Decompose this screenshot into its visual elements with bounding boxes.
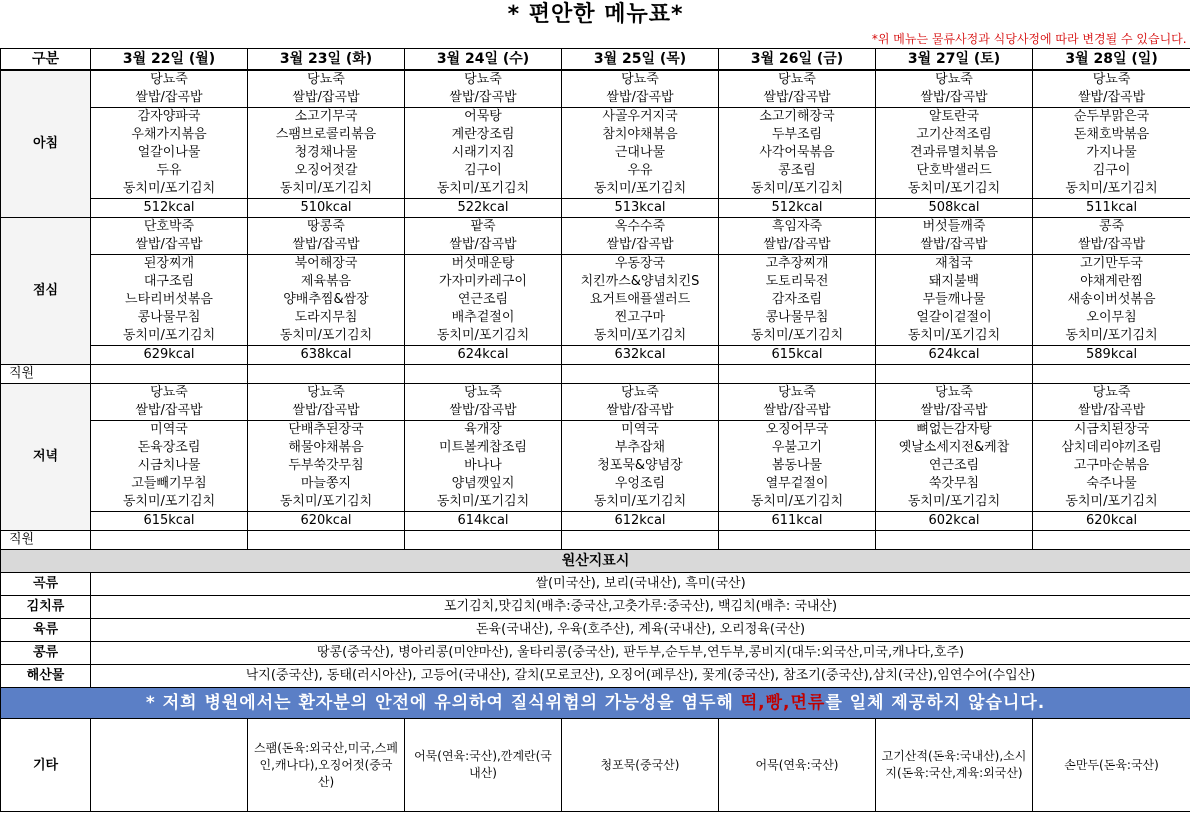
menu-item: 쌀밥/잡곡밥 xyxy=(719,402,876,421)
menu-item: 연근조림 xyxy=(405,291,562,309)
menu-item: 동치미/포기김치 xyxy=(562,180,719,199)
menu-item: 오징어젓갈 xyxy=(248,162,405,180)
menu-item: 우불고기 xyxy=(719,439,876,457)
menu-item: 땅콩죽 xyxy=(248,218,405,237)
menu-item: 당뇨죽 xyxy=(405,384,562,403)
menu-item: 쌀밥/잡곡밥 xyxy=(562,402,719,421)
staff-cell xyxy=(719,365,876,384)
kcal-value: 512kcal xyxy=(91,199,248,218)
staff-row xyxy=(1,365,1190,384)
etc-row xyxy=(1,719,1190,812)
lunch-menu-row xyxy=(1,309,1190,327)
menu-item: 동치미/포기김치 xyxy=(405,493,562,512)
menu-item: 치킨까스&양념치킨S xyxy=(562,273,719,291)
safety-banner xyxy=(1,688,1190,719)
menu-item: 당뇨죽 xyxy=(876,70,1033,89)
menu-item: 해물야채볶음 xyxy=(248,439,405,457)
menu-item: 옥수수죽 xyxy=(562,218,719,237)
menu-item: 견과류멸치볶음 xyxy=(876,144,1033,162)
menu-item: 쌀밥/잡곡밥 xyxy=(248,402,405,421)
menu-item: 쌀밥/잡곡밥 xyxy=(876,402,1033,421)
menu-item: 쌀밥/잡곡밥 xyxy=(562,236,719,255)
menu-item: 팥죽 xyxy=(405,218,562,237)
menu-item: 당뇨죽 xyxy=(719,384,876,403)
kcal-value: 512kcal xyxy=(719,199,876,218)
banner-highlight: 떡,빵,면류 xyxy=(740,693,826,713)
dinner-kcal-row xyxy=(1,512,1190,531)
menu-item: 미트볼케찹조림 xyxy=(405,439,562,457)
menu-item: 배추겉절이 xyxy=(405,309,562,327)
menu-item: 청경채나물 xyxy=(248,144,405,162)
origin-row xyxy=(1,642,1190,665)
menu-item: 옛날소세지전&케찹 xyxy=(876,439,1033,457)
kcal-value: 632kcal xyxy=(562,346,719,365)
lunch-menu-row xyxy=(1,291,1190,309)
origin-row xyxy=(1,665,1190,688)
meal-label: 저녁 xyxy=(1,384,91,531)
menu-item: 콩조림 xyxy=(719,162,876,180)
menu-item: 당뇨죽 xyxy=(405,70,562,89)
menu-item: 바나나 xyxy=(405,457,562,475)
menu-item: 뼈없는감자탕 xyxy=(876,421,1033,440)
etc-value xyxy=(91,719,248,812)
menu-item: 콩나물무침 xyxy=(719,309,876,327)
menu-item: 제육볶음 xyxy=(248,273,405,291)
menu-item: 동치미/포기김치 xyxy=(248,327,405,346)
origin-value: 쌀(미국산), 보리(국내산), 흑미(국산) xyxy=(91,573,1190,596)
staff-cell xyxy=(876,531,1033,550)
menu-item: 쌀밥/잡곡밥 xyxy=(876,89,1033,108)
breakfast-menu-row xyxy=(1,89,1190,108)
menu-item: 계란장조림 xyxy=(405,126,562,144)
dinner-menu-row xyxy=(1,475,1190,493)
menu-item: 쌀밥/잡곡밥 xyxy=(719,89,876,108)
menu-item: 콩나물무침 xyxy=(91,309,248,327)
menu-item: 무들깨나물 xyxy=(876,291,1033,309)
menu-item: 된장찌개 xyxy=(91,255,248,274)
menu-item: 스팸브로콜리볶음 xyxy=(248,126,405,144)
staff-cell xyxy=(876,365,1033,384)
menu-item: 봄동나물 xyxy=(719,457,876,475)
menu-item: 미역국 xyxy=(562,421,719,440)
kcal-value: 589kcal xyxy=(1033,346,1190,365)
staff-label: 직원 xyxy=(1,365,91,384)
page-title: * 편안한 메뉴표* xyxy=(507,2,684,27)
staff-row xyxy=(1,531,1190,550)
menu-item: 우동장국 xyxy=(562,255,719,274)
menu-item: 동치미/포기김치 xyxy=(719,493,876,512)
menu-item: 당뇨죽 xyxy=(562,384,719,403)
menu-item: 쌀밥/잡곡밥 xyxy=(719,236,876,255)
menu-item: 고들빼기무침 xyxy=(91,475,248,493)
staff-cell xyxy=(248,365,405,384)
menu-item: 쌀밥/잡곡밥 xyxy=(876,236,1033,255)
menu-item: 쌀밥/잡곡밥 xyxy=(562,89,719,108)
menu-item: 새송이버섯볶음 xyxy=(1033,291,1190,309)
menu-item: 가자미카레구이 xyxy=(405,273,562,291)
dinner-menu-row xyxy=(1,421,1190,440)
menu-item: 대구조림 xyxy=(91,273,248,291)
kcal-value: 615kcal xyxy=(91,512,248,531)
lunch-menu-row xyxy=(1,236,1190,255)
menu-item: 동치미/포기김치 xyxy=(405,180,562,199)
kcal-value: 602kcal xyxy=(876,512,1033,531)
kcal-value: 620kcal xyxy=(248,512,405,531)
day-header: 3월 27일 (토) xyxy=(876,49,1033,71)
menu-item: 김구이 xyxy=(1033,162,1190,180)
menu-item: 당뇨죽 xyxy=(719,70,876,89)
origin-category: 곡류 xyxy=(1,573,91,596)
staff-cell xyxy=(1033,531,1190,550)
menu-item: 야채계란찜 xyxy=(1033,273,1190,291)
dinner-menu-row xyxy=(1,384,1190,403)
menu-item: 당뇨죽 xyxy=(562,70,719,89)
staff-cell xyxy=(248,531,405,550)
menu-item: 고추장찌개 xyxy=(719,255,876,274)
menu-item: 동치미/포기김치 xyxy=(91,493,248,512)
menu-item: 쌀밥/잡곡밥 xyxy=(1033,89,1190,108)
menu-item: 버섯들깨죽 xyxy=(876,218,1033,237)
menu-item: 동치미/포기김치 xyxy=(562,327,719,346)
menu-item: 고기산적조림 xyxy=(876,126,1033,144)
staff-cell xyxy=(562,531,719,550)
origin-category: 해산물 xyxy=(1,665,91,688)
etc-value: 어묵(연육:국산) xyxy=(719,719,876,812)
menu-item: 흑임자죽 xyxy=(719,218,876,237)
kcal-value: 615kcal xyxy=(719,346,876,365)
menu-item: 동치미/포기김치 xyxy=(1033,327,1190,346)
etc-value: 어묵(연육:국산),깐계란(국내산) xyxy=(405,719,562,812)
menu-item: 두부쑥갓무침 xyxy=(248,457,405,475)
banner-suffix: 를 일체 제공하지 않습니다. xyxy=(825,693,1046,713)
menu-item: 돈육장조림 xyxy=(91,439,248,457)
breakfast-menu-row xyxy=(1,144,1190,162)
breakfast-menu-row xyxy=(1,108,1190,127)
origin-category: 콩류 xyxy=(1,642,91,665)
menu-item: 오이무침 xyxy=(1033,309,1190,327)
kcal-value: 638kcal xyxy=(248,346,405,365)
origin-row xyxy=(1,619,1190,642)
menu-item: 당뇨죽 xyxy=(1033,70,1190,89)
menu-item: 동치미/포기김치 xyxy=(719,327,876,346)
menu-item: 청포묵&양념장 xyxy=(562,457,719,475)
menu-item: 소고기무국 xyxy=(248,108,405,127)
kcal-value: 508kcal xyxy=(876,199,1033,218)
menu-item: 쌀밥/잡곡밥 xyxy=(91,89,248,108)
menu-item: 양념깻잎지 xyxy=(405,475,562,493)
lunch-menu-row xyxy=(1,273,1190,291)
menu-item: 육개장 xyxy=(405,421,562,440)
menu-item: 참치야채볶음 xyxy=(562,126,719,144)
staff-cell xyxy=(405,531,562,550)
day-header: 3월 25일 (목) xyxy=(562,49,719,71)
menu-item: 삼치데리야끼조림 xyxy=(1033,439,1190,457)
kcal-value: 522kcal xyxy=(405,199,562,218)
menu-item: 쌀밥/잡곡밥 xyxy=(405,402,562,421)
origin-row xyxy=(1,596,1190,619)
menu-item: 가지나물 xyxy=(1033,144,1190,162)
menu-item: 양배추찜&쌈장 xyxy=(248,291,405,309)
menu-item: 동치미/포기김치 xyxy=(248,180,405,199)
header-row xyxy=(1,49,1190,71)
menu-item: 도라지무침 xyxy=(248,309,405,327)
change-notice: *위 메뉴는 물류사정과 식당사정에 따라 변경될 수 있습니다. xyxy=(871,32,1187,46)
breakfast-menu-row xyxy=(1,180,1190,199)
menu-item: 쌀밥/잡곡밥 xyxy=(405,236,562,255)
meal-label: 아침 xyxy=(1,70,91,218)
menu-item: 찐고구마 xyxy=(562,309,719,327)
menu-item: 연근조림 xyxy=(876,457,1033,475)
staff-label: 직원 xyxy=(1,531,91,550)
menu-item: 동치미/포기김치 xyxy=(876,493,1033,512)
menu-item: 우엉조림 xyxy=(562,475,719,493)
menu-item: 근대나물 xyxy=(562,144,719,162)
menu-item: 사골우거지국 xyxy=(562,108,719,127)
origin-row xyxy=(1,573,1190,596)
menu-item: 오징어무국 xyxy=(719,421,876,440)
menu-item: 고구마순볶음 xyxy=(1033,457,1190,475)
origin-value: 돈육(국내산), 우육(호주산), 계육(국내산), 오리정육(국산) xyxy=(91,619,1190,642)
menu-item: 부추잡채 xyxy=(562,439,719,457)
breakfast-menu-row xyxy=(1,126,1190,144)
dinner-menu-row xyxy=(1,457,1190,475)
menu-item: 순두부맑은국 xyxy=(1033,108,1190,127)
menu-item: 쌀밥/잡곡밥 xyxy=(91,236,248,255)
day-header: 3월 22일 (월) xyxy=(91,49,248,71)
etc-value: 청포묵(중국산) xyxy=(562,719,719,812)
breakfast-menu-row xyxy=(1,70,1190,89)
staff-cell xyxy=(562,365,719,384)
origin-value: 낙지(중국산), 동태(러시아산), 고등어(국내산), 갈치(모로코산), 오징어(페루산), 꽃게(중국산), 참조기(중국산),삼치(국산),임연수어(수입산) xyxy=(91,665,1190,688)
dinner-menu-row xyxy=(1,493,1190,512)
dinner-menu-row xyxy=(1,402,1190,421)
etc-label: 기타 xyxy=(1,719,91,812)
kcal-value: 614kcal xyxy=(405,512,562,531)
etc-value: 스팸(돈육:외국산,미국,스페인,캐나다),오징어젓(중국산) xyxy=(248,719,405,812)
menu-item: 콩죽 xyxy=(1033,218,1190,237)
menu-item: 당뇨죽 xyxy=(248,384,405,403)
menu-item: 도토리묵전 xyxy=(719,273,876,291)
day-header: 3월 28일 (일) xyxy=(1033,49,1190,71)
day-header: 3월 23일 (화) xyxy=(248,49,405,71)
menu-item: 시래기지짐 xyxy=(405,144,562,162)
kcal-value: 511kcal xyxy=(1033,199,1190,218)
menu-item: 당뇨죽 xyxy=(91,70,248,89)
menu-item: 고기만두국 xyxy=(1033,255,1190,274)
menu-item: 두유 xyxy=(91,162,248,180)
menu-item: 우채가지볶음 xyxy=(91,126,248,144)
kcal-value: 611kcal xyxy=(719,512,876,531)
lunch-menu-row xyxy=(1,255,1190,274)
kcal-value: 612kcal xyxy=(562,512,719,531)
menu-item: 돈채호박볶음 xyxy=(1033,126,1190,144)
origin-title: 원산지표시 xyxy=(1,550,1190,573)
menu-item: 단호박죽 xyxy=(91,218,248,237)
menu-item: 동치미/포기김치 xyxy=(248,493,405,512)
menu-item: 소고기해장국 xyxy=(719,108,876,127)
meal-label: 점심 xyxy=(1,218,91,365)
category-header: 구분 xyxy=(1,49,91,71)
kcal-value: 513kcal xyxy=(562,199,719,218)
menu-item: 두부조림 xyxy=(719,126,876,144)
menu-item: 감자조림 xyxy=(719,291,876,309)
menu-item: 얼갈이나물 xyxy=(91,144,248,162)
menu-item: 단배추된장국 xyxy=(248,421,405,440)
menu-item: 열무겉절이 xyxy=(719,475,876,493)
origin-category: 육류 xyxy=(1,619,91,642)
menu-item: 돼지불백 xyxy=(876,273,1033,291)
kcal-value: 620kcal xyxy=(1033,512,1190,531)
staff-cell xyxy=(1033,365,1190,384)
staff-cell xyxy=(405,365,562,384)
menu-item: 쌀밥/잡곡밥 xyxy=(91,402,248,421)
menu-item: 우유 xyxy=(562,162,719,180)
kcal-value: 624kcal xyxy=(876,346,1033,365)
kcal-value: 510kcal xyxy=(248,199,405,218)
menu-item: 쌀밥/잡곡밥 xyxy=(405,89,562,108)
menu-item: 동치미/포기김치 xyxy=(562,493,719,512)
day-header: 3월 26일 (금) xyxy=(719,49,876,71)
menu-item: 김구이 xyxy=(405,162,562,180)
menu-item: 동치미/포기김치 xyxy=(1033,180,1190,199)
kcal-value: 629kcal xyxy=(91,346,248,365)
menu-item: 시금치나물 xyxy=(91,457,248,475)
menu-item: 쌀밥/잡곡밥 xyxy=(248,236,405,255)
kcal-value: 624kcal xyxy=(405,346,562,365)
origin-category: 김치류 xyxy=(1,596,91,619)
etc-value: 고기산적(돈육:국내산),소시지(돈육:국산,계육:외국산) xyxy=(876,719,1033,812)
origin-value: 포기김치,맛김치(배추:중국산,고춧가루:중국산), 백김치(배추: 국내산) xyxy=(91,596,1190,619)
menu-item: 마늘쫑지 xyxy=(248,475,405,493)
menu-item: 동치미/포기김치 xyxy=(876,180,1033,199)
menu-item: 재첩국 xyxy=(876,255,1033,274)
menu-item: 얼갈이겉절이 xyxy=(876,309,1033,327)
staff-cell xyxy=(91,365,248,384)
etc-value: 손만두(돈육:국산) xyxy=(1033,719,1190,812)
origin-value: 땅콩(중국산), 병아리콩(미얀마산), 울타리콩(중국산), 판두부,순두부,연두부,콩비지(대두:외국산,미국,캐나다,호주) xyxy=(91,642,1190,665)
menu-item: 단호박샐러드 xyxy=(876,162,1033,180)
menu-item: 당뇨죽 xyxy=(876,384,1033,403)
menu-item: 쌀밥/잡곡밥 xyxy=(248,89,405,108)
menu-item: 시금치된장국 xyxy=(1033,421,1190,440)
staff-cell xyxy=(719,531,876,550)
menu-item: 쑥갓무침 xyxy=(876,475,1033,493)
day-header: 3월 24일 (수) xyxy=(405,49,562,71)
menu-item: 동치미/포기김치 xyxy=(91,180,248,199)
menu-item: 사각어묵볶음 xyxy=(719,144,876,162)
menu-item: 쌀밥/잡곡밥 xyxy=(1033,236,1190,255)
menu-item: 버섯매운탕 xyxy=(405,255,562,274)
menu-item: 미역국 xyxy=(91,421,248,440)
staff-cell xyxy=(91,531,248,550)
menu-item: 동치미/포기김치 xyxy=(876,327,1033,346)
menu-item: 요거트애플샐러드 xyxy=(562,291,719,309)
menu-item: 알토란국 xyxy=(876,108,1033,127)
lunch-menu-row xyxy=(1,327,1190,346)
menu-item: 당뇨죽 xyxy=(248,70,405,89)
menu-item: 감자양파국 xyxy=(91,108,248,127)
lunch-menu-row xyxy=(1,218,1190,237)
menu-item: 당뇨죽 xyxy=(91,384,248,403)
menu-item: 느타리버섯볶음 xyxy=(91,291,248,309)
menu-item: 숙주나물 xyxy=(1033,475,1190,493)
menu-item: 동치미/포기김치 xyxy=(405,327,562,346)
menu-item: 동치미/포기김치 xyxy=(91,327,248,346)
breakfast-kcal-row xyxy=(1,199,1190,218)
dinner-menu-row xyxy=(1,439,1190,457)
menu-item: 동치미/포기김치 xyxy=(1033,493,1190,512)
banner-prefix: * 저희 병원에서는 환자분의 안전에 유의하여 질식위험의 가능성을 염두해 xyxy=(145,693,741,713)
lunch-kcal-row xyxy=(1,346,1190,365)
menu-item: 동치미/포기김치 xyxy=(719,180,876,199)
menu-item: 쌀밥/잡곡밥 xyxy=(1033,402,1190,421)
menu-item: 당뇨죽 xyxy=(1033,384,1190,403)
menu-item: 북어해장국 xyxy=(248,255,405,274)
breakfast-menu-row xyxy=(1,162,1190,180)
menu-item: 어묵탕 xyxy=(405,108,562,127)
